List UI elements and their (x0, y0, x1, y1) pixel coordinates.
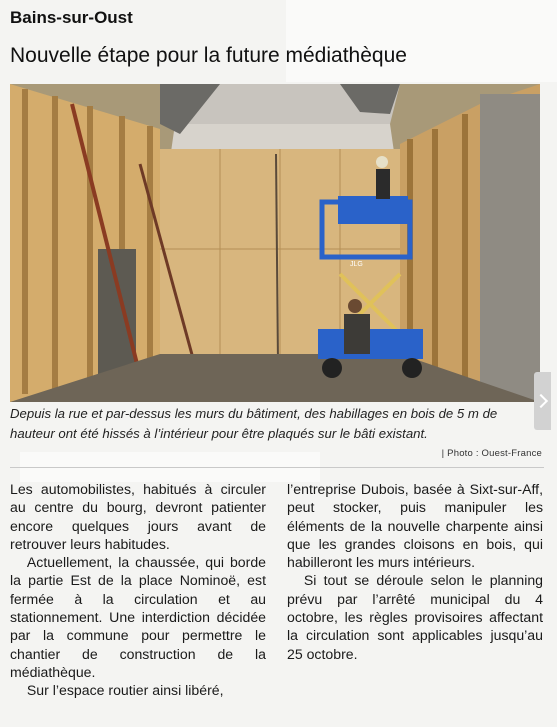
article-kicker: Bains-sur-Oust (10, 8, 133, 27)
paragraph: Les automobilistes, habitués à circuler au centre du bourg, devront patienter encore quelques jours avant de retrouver leurs habitudes. (10, 481, 266, 552)
divider (10, 467, 544, 468)
paragraph: Actuellement, la chaussée, qui borde la partie Est de la place Nominoë, est fermée à la circulation et au stationnement. Une interdiction décidée par la commune pour permettre le chantier de construction de la médiathèque. (10, 554, 266, 680)
article-photo (10, 84, 540, 402)
paragraph: l’entreprise Dubois, basée à Sixt-sur-Aff, peut stocker, puis manipuler les éléments de la nouvelle charpente ainsi que les grandes cloisons en bois, qui habilleront les murs intérieurs. (287, 481, 543, 571)
article-column-right (287, 480, 543, 663)
article-headline: Nouvelle étape pour la future médiathèque (10, 44, 407, 67)
article-column-left (10, 480, 266, 700)
photo-caption: Depuis la rue et par-dessus les murs du bâtiment, des habillages en bois de 5 m de hauteur ont été hissés à l’intérieur pour être plaqués sur le bâti existant. (10, 406, 498, 441)
photo-credit: | Photo : Ouest-France (441, 448, 542, 459)
lift-label: JLG (350, 261, 363, 268)
paragraph: Si tout se déroule selon le planning prévu par l’arrêté municipal du 4 octobre, les règles provisoires affectant la circulation sont applicables jusqu’au 25 octobre. (287, 572, 543, 662)
paragraph: Sur l’espace routier ainsi libéré, (26, 682, 224, 699)
background-panel (286, 0, 557, 82)
